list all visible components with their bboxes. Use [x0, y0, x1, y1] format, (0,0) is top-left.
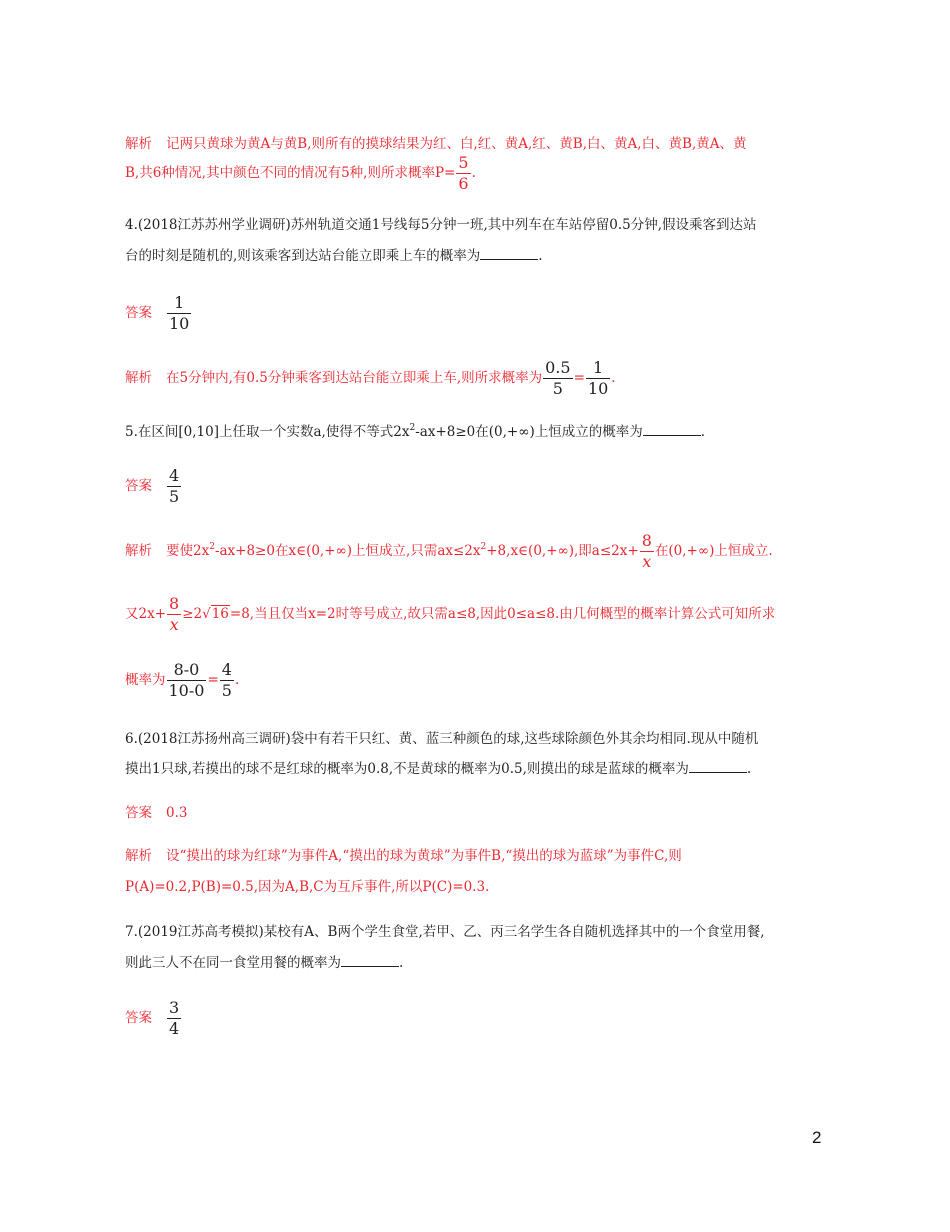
answer-blank: [341, 954, 399, 967]
text: .: [746, 761, 752, 777]
q4-explanation: [125, 358, 616, 399]
numerator: 0.5: [545, 358, 571, 377]
text: .: [399, 955, 404, 971]
superscript: 2: [409, 423, 416, 433]
numerator: 5: [458, 153, 469, 172]
q4-answer: [125, 293, 192, 334]
q6-answer: [125, 803, 187, 823]
fraction: [167, 998, 181, 1039]
text: =: [207, 672, 219, 688]
text: 7.(2019江苏高考模拟)某校有A、B两个学生食堂,若甲、乙、丙三名学生各自随机选择其中的一个食堂用餐,: [125, 924, 765, 940]
text: 摸出1只球,若摸出的球不是红球的概率为0.8,不是黄球的概率为0.5,则摸出的球是蓝球的概率为: [125, 761, 689, 777]
fraction: [640, 531, 654, 572]
text: 要使2x: [166, 543, 210, 559]
superscript: 2: [480, 542, 487, 552]
explanation-label: 解析: [125, 543, 152, 559]
q3-explanation-line2: [125, 153, 476, 194]
answer-blank: [480, 247, 538, 260]
text: .: [234, 672, 240, 688]
denominator: x: [642, 552, 652, 571]
fraction: [167, 466, 181, 507]
denominator: 10: [169, 314, 190, 333]
text: =8,当且仅当x=2时等号成立,故只需a≤8,因此0≤a≤8.由几何概型的概率计算公式可知所求: [229, 606, 776, 622]
fraction: [167, 293, 191, 334]
q5-explanation-line1: [125, 531, 773, 572]
answer-label: 答案: [125, 478, 152, 494]
text: 5.在区间[0,10]上任取一个实数a,使得不等式2x: [125, 424, 410, 440]
text: .: [611, 370, 616, 386]
fraction: [456, 153, 470, 194]
q5-answer: [125, 466, 182, 507]
denominator: 6: [458, 174, 469, 193]
answer-value: 0.3: [166, 805, 188, 821]
q7-question-line2: [125, 953, 403, 973]
text: .: [700, 424, 706, 440]
q7-answer: [125, 998, 182, 1039]
q7-question-line1: [125, 922, 765, 942]
text: 4.(2018江苏苏州学业调研)苏州轨道交通1号线每5分钟一班,其中列车在车站停留0.5分钟,假设乘客到达站: [125, 217, 757, 233]
numerator: 8: [641, 531, 652, 550]
denominator: x: [169, 615, 179, 634]
text: 设“摸出的球为红球”为事件A,“摸出的球为黄球”为事件B,“摸出的球为蓝球”为事件C,则: [166, 848, 682, 864]
q4-question-line2: [125, 246, 543, 266]
denominator: 5: [169, 487, 180, 506]
numerator: 8-0: [167, 660, 207, 681]
text: .: [471, 165, 476, 181]
explanation-label: 解析: [125, 370, 152, 386]
text: -ax+8≥0在(0,+∞)上恒成立的概率为: [415, 424, 643, 440]
q5-explanation-line2: [125, 594, 775, 635]
text: 记两只黄球为黄A与黄B,则所有的摸球结果为红、白,红、黄A,红、黄B,白、黄A,白、黄B,黄A、黄: [166, 136, 747, 152]
explanation-label: 解析: [125, 136, 152, 152]
numerator: 3: [169, 998, 180, 1017]
numerator: 4: [221, 660, 232, 679]
fraction: [167, 594, 181, 635]
q3-explanation-line1: [125, 134, 747, 154]
answer-label: 答案: [125, 805, 152, 821]
text: .: [538, 248, 543, 264]
fraction: [586, 358, 610, 399]
q4-question-line1: [125, 215, 757, 235]
denominator: 4: [169, 1019, 180, 1038]
answer-blank: [689, 760, 747, 773]
denominator: 10-0: [168, 681, 205, 700]
q5-question: [125, 422, 705, 442]
radicand: 16: [211, 606, 229, 622]
numerator: 4: [169, 466, 180, 485]
numerator: 1: [167, 293, 191, 314]
text: P(A)=0.2,P(B)=0.5,因为A,B,C为互斥事件,所以P(C)=0.3.: [125, 879, 490, 895]
q6-question-line1: [125, 729, 758, 749]
square-root: √16: [202, 606, 229, 622]
text: 6.(2018江苏扬州高三调研)袋中有若干只红、黄、蓝三种颜色的球,这些球除颜色外其余均相同.现从中随机: [125, 731, 759, 747]
superscript: 2: [209, 542, 215, 552]
denominator: 5: [221, 681, 232, 700]
text: 则此三人不在同一食堂用餐的概率为: [125, 955, 341, 971]
text: -ax+8≥0在x∈(0,+∞)上恒成立,只需ax≤2x: [214, 543, 481, 559]
q6-explanation-line1: [125, 846, 682, 866]
q6-question-line2: [125, 759, 751, 779]
text: 台的时刻是随机的,则该乘客到达站台能立即乘上车的概率为: [125, 248, 481, 264]
answer-blank: [643, 423, 701, 436]
fraction: [543, 358, 572, 399]
fraction: [167, 660, 207, 701]
numerator: 1: [586, 358, 610, 379]
page-number: 2: [812, 1128, 822, 1147]
text: =: [573, 370, 585, 386]
text: 概率为: [125, 672, 166, 688]
answer-label: 答案: [125, 305, 152, 321]
answer-label: 答案: [125, 1010, 152, 1026]
text: +8,x∈(0,+∞),即a≤2x+: [486, 543, 639, 559]
explanation-label: 解析: [125, 848, 152, 864]
text: ≥2: [182, 606, 203, 622]
fraction: [220, 660, 234, 701]
numerator: 8: [169, 594, 180, 613]
q5-explanation-line3: [125, 660, 239, 701]
text: 又2x+: [125, 606, 167, 622]
denominator: 10: [587, 379, 609, 398]
text: 在(0,+∞)上恒成立.: [654, 543, 773, 559]
text: 在5分钟内,有0.5分钟乘客到达站台能立即乘上车,则所求概率为: [166, 370, 543, 386]
denominator: 5: [552, 379, 563, 398]
q6-explanation-line2: [125, 877, 489, 897]
text: B,共6种情况,其中颜色不同的情况有5种,则所求概率P=: [125, 165, 456, 181]
